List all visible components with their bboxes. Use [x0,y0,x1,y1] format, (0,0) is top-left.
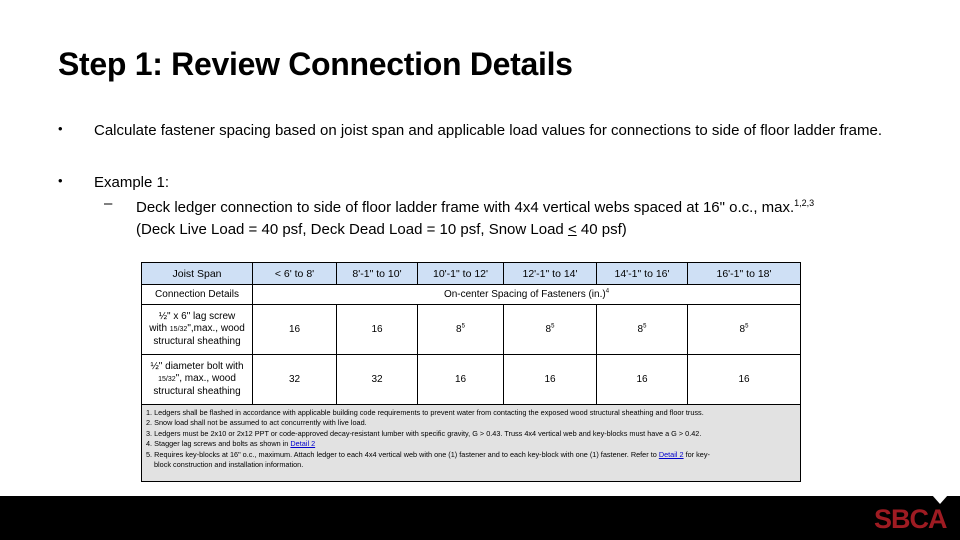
conn-line: ", max., wood [175,373,236,384]
footnote-ref: 5 [551,323,555,330]
spacing-value: 16 [738,373,750,385]
connection-details-label: Connection Details [142,285,253,305]
note-1: 1. Ledgers shall be flashed in accordance with applicable building code requirements to prevent water from contacting the exposed wood structural sheathing and floor truss. [146,408,704,417]
table-row [142,305,801,355]
deck-ledger-text: Deck ledger connection to side of floor ladder frame with 4x4 vertical webs spaced at 16" o.c., max. [136,199,795,216]
less-equal-symbol: < [567,221,577,238]
table-notes-row [142,405,801,482]
spacing-value: 16 [371,323,383,335]
detail-2-link[interactable]: Detail 2 [658,449,684,459]
detail-2-link[interactable]: Detail 2 [290,439,316,449]
footnote-ref: 4 [605,288,610,295]
spacing-caption-text: On-center Spacing of Fasteners (in.) [443,288,606,300]
footer-bar [0,496,960,540]
note-5-text: 5. Requires key-blocks at 16" o.c., maximum. Attach ledger to each 4x4 vertical web with one (1) fastener and to each key-block with one (1) fastener. Refer to [146,449,659,459]
note-2: 2. Snow load shall not be assumed to act concurrently with live load. [146,418,367,428]
conn-line: ½" x 6" lag screw [158,311,236,322]
footnote-refs: 1,2,3 [794,198,815,208]
conn-line: ",max., wood [187,323,245,334]
bullet-marker: • [58,173,63,188]
header-cell: < 6' to 8' [253,263,337,285]
note-4-text: 4. Stagger lag screws and bolts as shown in [146,439,291,449]
note-5-text: for key- [683,449,710,459]
footer-notch [932,495,948,504]
note-5-continued: block construction and installation information. [154,460,304,470]
spacing-cell [504,305,597,355]
spacing-cell [504,355,597,405]
connection-details-row [142,285,801,305]
sub-bullet-marker: – [104,195,113,212]
load-values-text: (Deck Live Load = 40 psf, Deck Dead Load = 10 psf, Snow Load [136,221,568,238]
conn-line: structural sheathing [153,386,241,397]
spacing-cell [253,305,337,355]
spacing-cell [253,355,337,405]
sbca-logo: SBCA [874,504,947,534]
spacing-caption [253,285,801,305]
connection-type-cell [142,305,253,355]
conn-line: structural sheathing [153,336,241,347]
spacing-cell [597,305,688,355]
note-5 [146,450,796,460]
spacing-value: 32 [288,373,301,385]
header-cell: 16'-1" to 18' [688,263,801,285]
spacing-cell [418,355,504,405]
header-cell: 12'-1" to 14' [504,263,597,285]
footnote-ref: 5 [643,323,647,330]
bullet-example-1: Example 1: [94,174,170,191]
spacing-cell [688,355,801,405]
spacing-value: 32 [371,373,383,385]
spacing-cell [418,305,504,355]
spacing-value: 16 [288,323,301,335]
note-3: 3. Ledgers must be 2x10 or 2x12 PPT or code-approved decay-resistant lumber with specific gravity, G > 0.43. Truss 4x4 vertical web and key-blocks must have a G > 0.42. [146,428,702,438]
spacing-cell [597,355,688,405]
spacing-value: 8 [545,323,552,335]
conn-line: ½" diameter bolt with [150,361,244,372]
sheathing-fraction: 15/32 [169,326,188,333]
spacing-value: 8 [456,323,462,335]
spacing-cell [337,305,418,355]
bullet-marker: • [58,121,63,136]
fastener-spacing-table [141,262,801,482]
spacing-cell [688,305,801,355]
footnote-ref: 5 [461,323,465,330]
note-4 [146,439,796,449]
table-header-row [142,263,801,285]
slide-title: Step 1: Review Connection Details [58,46,573,82]
spacing-value: 16 [636,373,648,385]
spacing-value: 16 [454,373,467,385]
header-cell: Joist Span [142,263,253,285]
spacing-value: 16 [544,373,556,385]
spacing-value: 8 [637,323,644,335]
spacing-value: 8 [739,323,746,335]
header-cell: 14'-1" to 16' [597,263,688,285]
sheathing-fraction: 15/32 [158,376,176,383]
snow-load-value: 40 psf) [576,221,627,238]
table-row [142,355,801,405]
connection-type-cell [142,355,253,405]
table-notes [142,405,801,482]
bullet-fastener-spacing: Calculate fastener spacing based on joist span and applicable load values for connections to side of floor ladder frame. [94,122,882,139]
footnote-ref: 5 [745,323,749,330]
header-cell: 10'-1" to 12' [418,263,504,285]
conn-line: with [149,323,170,334]
sub-bullet-deck-ledger [136,197,926,241]
spacing-cell [337,355,418,405]
header-cell: 8'-1" to 10' [337,263,418,285]
